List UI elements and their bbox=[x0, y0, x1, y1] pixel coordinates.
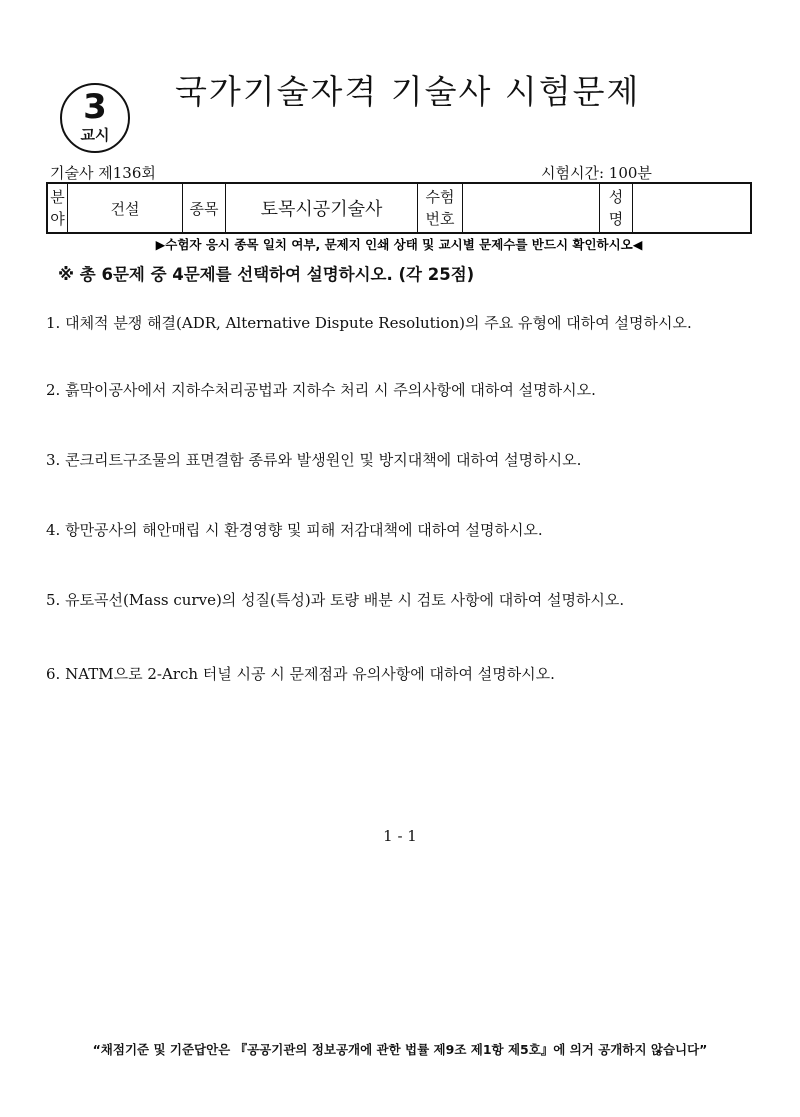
type-value-cell bbox=[226, 184, 418, 232]
exam-number-label-top: 수험 bbox=[425, 188, 455, 206]
instruction: ※ 총 6문제 중 4문제를 선택하여 설명하시오. (각 25점) bbox=[58, 265, 475, 284]
type-label-cell bbox=[183, 184, 226, 232]
period-badge bbox=[60, 83, 130, 153]
page-number: 1 - 1 bbox=[383, 827, 417, 845]
candidate-info-table bbox=[46, 182, 752, 234]
exam-number-field[interactable] bbox=[463, 184, 600, 232]
notice-banner: ▶수험자 응시 종목 일치 여부, 문제지 인쇄 상태 및 교시별 문제수를 반드시 확인하시오◀ bbox=[46, 236, 752, 254]
period-label: 교시 bbox=[80, 126, 110, 144]
field-label-cell bbox=[48, 184, 68, 232]
name-label-bottom: 명 bbox=[608, 210, 624, 228]
field-label-bottom: 야 bbox=[50, 210, 65, 228]
question-3: 3. 콘크리트구조물의 표면결함 종류와 발생원인 및 방지대책에 대하여 설명하시오. bbox=[46, 451, 582, 469]
question-2: 2. 흙막이공사에서 지하수처리공법과 지하수 처리 시 주의사항에 대하여 설명하시오. bbox=[46, 381, 596, 399]
name-field[interactable] bbox=[633, 184, 750, 232]
period-number: 3 bbox=[83, 87, 107, 127]
question-6: 6. NATM으로 2-Arch 터널 시공 시 문제점과 유의사항에 대하여 설명하시오. bbox=[46, 665, 555, 683]
type-value: 토목시공기술사 bbox=[260, 199, 383, 220]
field-label-top: 분 bbox=[50, 188, 65, 206]
name-label-cell bbox=[600, 184, 633, 232]
field-value-cell bbox=[68, 184, 183, 232]
question-5: 5. 유토곡선(Mass curve)의 성질(특성)과 토량 배분 시 검토 사항에 대하여 설명하시오. bbox=[46, 591, 625, 609]
footer-notice: “채점기준 및 기준답안은 『공공기관의 정보공개에 관한 법률 제9조 제1항 제5호』에 의거 공개하지 않습니다” bbox=[92, 1042, 708, 1057]
exam-round: 기술사 제136회 bbox=[50, 164, 156, 182]
exam-time: 시험시간: 100분 bbox=[541, 164, 652, 182]
exam-number-label-bottom: 번호 bbox=[425, 210, 455, 228]
question-1: 1. 대체적 분쟁 해결(ADR, Alternative Dispute Resolution)의 주요 유형에 대하여 설명하시오. bbox=[46, 314, 692, 332]
name-label-top: 성 bbox=[608, 188, 624, 206]
page-title: 국가기술자격 기술사 시험문제 bbox=[175, 72, 641, 111]
type-label: 종목 bbox=[189, 199, 219, 218]
field-value: 건설 bbox=[110, 199, 140, 218]
exam-number-label-cell bbox=[418, 184, 463, 232]
question-4: 4. 항만공사의 해안매립 시 환경영향 및 피해 저감대책에 대하여 설명하시오. bbox=[46, 521, 543, 539]
